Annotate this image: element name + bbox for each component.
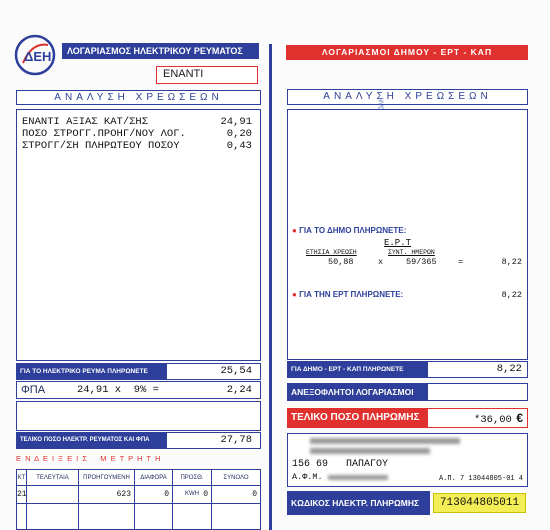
meter-col-header: ΔΙΑΦΟΡΑ bbox=[135, 470, 173, 485]
charge-line-value: 24,91 bbox=[220, 116, 252, 128]
charge-line-1 bbox=[22, 116, 252, 128]
left-final-row bbox=[16, 432, 261, 449]
calc-result: 8,22 bbox=[501, 257, 522, 267]
meter-col-header: ΠΡΟΣΘ. ΚWH bbox=[173, 470, 212, 485]
dimos-row bbox=[292, 226, 406, 235]
meter-empty-row bbox=[17, 504, 260, 529]
final-pay-row bbox=[287, 408, 528, 428]
vat-row bbox=[16, 381, 261, 399]
dimos-label: ΓΙΑ ΤΟ ΔΗΜΟ ΠΛΗΡΩΝΕΤΕ: bbox=[299, 226, 407, 235]
left-charges-box bbox=[16, 109, 261, 361]
electricity-total-label: ΓΙΑ ΤΟ ΗΛΕΚΤΡΙΚΟ ΡΕΥΜΑ ΠΛΗΡΩΝΕΤΕ bbox=[16, 363, 166, 380]
ert-row bbox=[292, 290, 403, 299]
calc-a: 50,88 bbox=[328, 257, 354, 267]
dimos-total-row bbox=[287, 361, 528, 378]
meter-col-header: ΚΤ bbox=[17, 470, 27, 485]
charge-line-label: ΠΟΣΟ ΣΤΡΟΓΓ.ΠΡΟΗΓ/ΝΟΥ ΛΟΓ. bbox=[22, 128, 186, 140]
meter-cell: 0 bbox=[173, 486, 212, 503]
charge-line-label: ΣΤΡΟΓΓ/ΣΗ ΠΛΗΡΩΤΕΟΥ ΠΟΣΟΥ bbox=[22, 140, 180, 152]
unpaid-label: ΑΝΕΞΟΦΛΗΤΟΙ ΛΟΓΑΡΙΑΣΜΟΙ bbox=[287, 383, 427, 401]
charge-line-2 bbox=[22, 128, 252, 140]
final-pay-value: *36,00 bbox=[474, 414, 512, 426]
right-title: ΛΟΓΑΡΙΑΣΜΟΙ ΔΗΜΟΥ - ΕΡΤ - ΚΑΠ bbox=[321, 47, 493, 57]
bullet-icon: ● bbox=[292, 226, 297, 235]
calc-header-b: ΣΥΝΤ. ΗΜΕΡΩΝ bbox=[388, 249, 435, 256]
meter-col-header: ΠΡΟΗΓΟΥΜΕΝΗ bbox=[79, 470, 135, 485]
ert-label: ΓΙΑ ΤΗΝ ΕΡΤ ΠΛΗΡΩΝΕΤΕ: bbox=[299, 290, 404, 299]
meter-header: Ε Ν Δ Ε Ι Ξ Ε Ι Σ Μ Ε Τ Ρ Η Τ Η bbox=[16, 454, 162, 463]
ert-value: 8,22 bbox=[501, 290, 522, 300]
calc-header-a: ΕΤΗΣΙΑ ΧΡΕΩΣΗ bbox=[306, 249, 357, 256]
redacted-afm bbox=[328, 475, 388, 480]
dimos-total-value: 8,22 bbox=[427, 361, 528, 378]
payment-code-label: ΚΩΔΙΚΟΣ ΗΛΕΚΤΡ. ΠΛΗΡΩΜΗΣ bbox=[287, 491, 430, 515]
ap-label: Α.Π. 7 13044805-01 4 bbox=[438, 475, 523, 483]
charge-line-3 bbox=[22, 140, 252, 152]
bullet-icon: ● bbox=[292, 290, 297, 299]
redacted-street bbox=[310, 448, 430, 454]
left-title-bar bbox=[62, 43, 259, 59]
payment-code-value[interactable]: 713044805011 bbox=[433, 493, 526, 513]
meter-col-header: ΤΕΛΕΥΤΑΙΑ bbox=[27, 470, 79, 485]
payment-code-row bbox=[287, 491, 528, 515]
unpaid-value bbox=[427, 383, 528, 401]
unpaid-row bbox=[287, 383, 528, 401]
meter-data-row bbox=[17, 486, 260, 504]
final-pay-label: ΤΕΛΙΚΟ ΠΟΣΟ ΠΛΗΡΩΜΗΣ bbox=[287, 408, 427, 428]
left-title: ΛΟΓΑΡΙΑΣΜΟΣ ΗΛΕΚΤΡΙΚΟΥ ΡΕΥΜΑΤΟΣ bbox=[67, 46, 243, 56]
vat-value: 2,24 bbox=[226, 384, 252, 396]
electricity-total-value: 25,54 bbox=[166, 363, 261, 380]
right-analysis-header-text: ΑΝΑΛΥΣΗ ΧΡΕΩΣΕΩΝ bbox=[323, 91, 492, 102]
calc-b: 59/365 bbox=[406, 257, 437, 267]
vat-calc: 24,91 x 9% = bbox=[77, 384, 159, 396]
euro-symbol: € bbox=[516, 411, 523, 425]
charge-line-value: 0,20 bbox=[226, 128, 252, 140]
address-box bbox=[287, 433, 528, 487]
left-final-label: ΤΕΛΙΚΟ ΠΟΣΟ ΗΛΕΚΤΡ. ΡΕΥΜΑΤΟΣ ΚΑΙ ΦΠΑ bbox=[16, 432, 166, 449]
afm-label: Α.Φ.Μ. bbox=[292, 472, 323, 482]
address-line: 156 69 ΠΑΠΑΓΟΥ bbox=[292, 459, 389, 470]
column-divider bbox=[269, 44, 272, 530]
left-empty-box bbox=[16, 401, 261, 431]
calc-eq: = bbox=[458, 257, 464, 267]
right-title-bar bbox=[286, 45, 528, 60]
meter-cell bbox=[27, 486, 79, 503]
charge-line-label: ΕΝΑΝΤΙ ΑΞΙΑΣ ΚΑΤ/ΣΗΣ bbox=[22, 116, 149, 128]
vat-label: ΦΠΑ bbox=[21, 384, 46, 396]
left-final-value: 27,78 bbox=[166, 432, 261, 449]
deh-logo bbox=[14, 34, 56, 76]
ert-code: Ε.Ρ.Τ bbox=[384, 238, 412, 248]
final-pay-value-box bbox=[427, 408, 528, 428]
left-analysis-header bbox=[16, 90, 261, 105]
meter-col-header: ΣΥΝΟΛΟ bbox=[223, 475, 249, 481]
meter-cell: 623 bbox=[79, 486, 135, 503]
left-analysis-header-text: ΑΝΑΛΥΣΗ ΧΡΕΩΣΕΩΝ bbox=[54, 92, 223, 103]
svg-text:ΔΕΗ: ΔΕΗ bbox=[24, 49, 52, 64]
meter-cell: 0 bbox=[135, 486, 173, 503]
enanti-box bbox=[156, 66, 258, 84]
electricity-total-row bbox=[16, 363, 261, 380]
meter-cell: 21 bbox=[17, 486, 27, 503]
redacted-name bbox=[310, 438, 460, 444]
dimos-total-label: ΓΙΑ ΔΗΜΟ - ΕΡΤ - ΚΑΠ ΠΛΗΡΩΝΕΤΕ bbox=[287, 361, 427, 378]
calc-x: x bbox=[378, 257, 384, 267]
right-charges-box bbox=[287, 109, 528, 360]
enanti-label: ΕΝΑΝΤΙ bbox=[163, 68, 204, 80]
meter-cell: 0 bbox=[252, 490, 257, 499]
deh-logo-icon bbox=[14, 34, 56, 76]
meter-table bbox=[16, 469, 261, 530]
charge-line-value: 0,43 bbox=[226, 140, 252, 152]
